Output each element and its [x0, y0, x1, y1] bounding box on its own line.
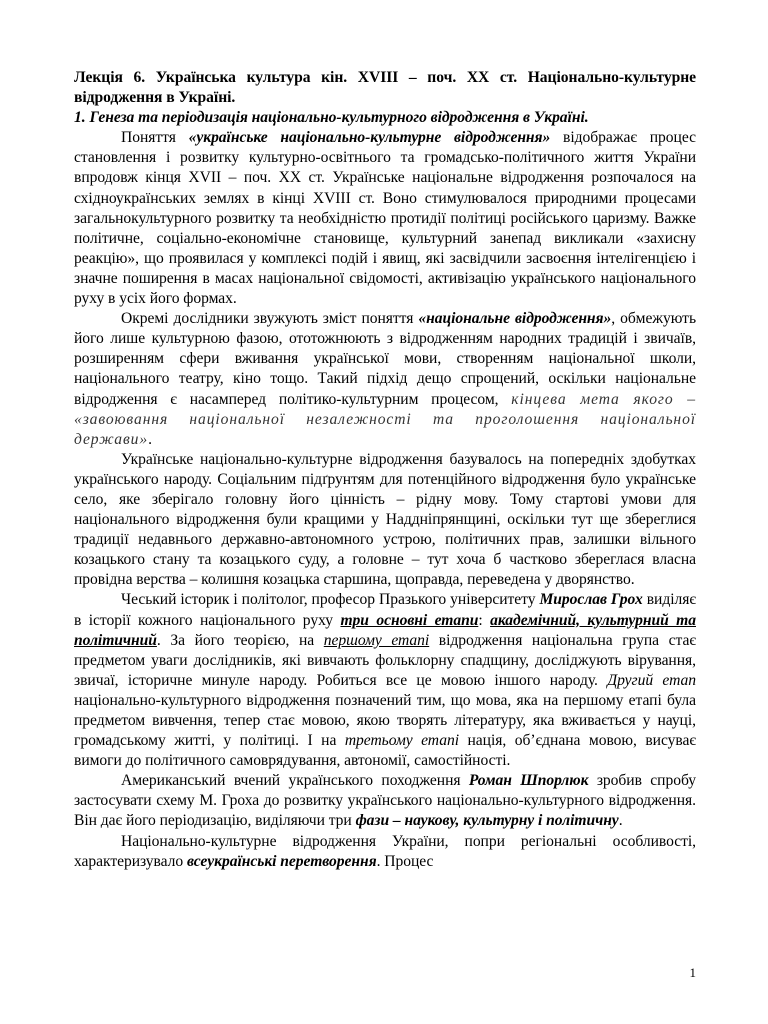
term-three-stages: три основні етапи: [340, 611, 479, 629]
stage-two: Другий етап: [607, 671, 696, 689]
paragraph-definition: Поняття «українське національно-культурне відродження» відображає процес становлення і розвитку культурно-освітнього та громадсько-політичного життя України впродовж кінця XVII – поч. XX ст. Українське національне відродження розпочалося на східноукраїнських землях в кінці XVIII ст. Воно стимулювалося природними процесами загальнокультурного розвитку та необхідністю протидії політиці російського царизму. Важке політичне, соціально-економічне становище, культурний занепад викликали «захисну реакцію», що проявилася у комплексі подій і явищ, які засвідчили засвоєння інтелігенцією і значне поширення в масах національної свідомості, активізацію українського національного руху в усіх його формах.: [74, 129, 696, 308]
term-three-phases: фази – наукову, культурну і політичну: [355, 812, 619, 830]
paragraph-social-basis: Українське національно-культурне відродження базувалось на попередніх здобутках українського народу. Соціальним підґрунтям для потенційного відродження було українське село, яке зберігало головну його цінність – рідну мову. Тому стартові умови для національного відродження були кращими у Наддніпрянщині, оскільки тут ще збереглися традиції недавнього державно-автономного устрою, політичних прав, залишки вільного козацького стану та козацького суду, а головне – тут хоча б частково збереглася власна провідна верства – колишня козацька старшина, щоправда, переведена у дворянство.: [74, 450, 696, 589]
paragraph-narrowed-concept: Окремі дослідники звужують зміст поняття «національне відродження», обмежують його лише культурною фазою, ототожнюють з відродженням народних традицій і звичаїв, розширенням сфери вживання української мови, створенням національної школи, національного театру, кіно тощо. Такий підхід дещо спрощений, оскільки національне відродження є насамперед політико-культурним процесом, кінцева мета якого – «завоювання національної незалежності та проголошення національної держави».: [74, 310, 697, 448]
term-stages-list: академічний, культурний та політичний: [74, 611, 696, 649]
paragraph-hroch-theory: Чеський історик і політолог, професор Празького університету Мирослав Грох виділяє в історії кожного національного руху три основні етапи: академічний, культурний та політичний. За його теорією, на першому етапі відродження національна група стає предметом уваги дослідників, які вивчають фольклорну спадщину, досліджують вірування, звичаї, історичне минуле народу. Робиться все це мовою іншого народу. Другий етап національно-культурного відродження позначений тим, що мова, яка на першому етапі була предметом вивчення, тепер стає мовою, якою творять літературу, яка вживається у науці, громадському житті, у політиці. І на третьому етапі нація, об’єднана мовою, висуває вимоги до політичного самоврядування, автономії, самостійності.: [74, 591, 696, 770]
paragraph-szporluk: Американський вчений українського походження Роман Шпорлюк зробив спробу застосувати схему М. Гроха до розвитку українського національно-культурного відродження. Він дає його періодизацію, виділяючи три фази – наукову, культурну і політичну.: [74, 772, 696, 830]
term-national-revival: «українське національно-культурне відродження»: [188, 129, 551, 147]
lecture-title: Лекція 6. Українська культура кін. XVIII – поч. XX ст. Національно-культурне відродження в Україні.: [74, 69, 696, 107]
quoted-goal: кінцева мета якого – «завоювання національної незалежності та проголошення національної держави»: [74, 390, 697, 448]
term-national-rebirth: «національне відродження»: [418, 310, 612, 328]
person-name-szporluk: Роман Шпорлюк: [468, 772, 589, 790]
document-page: [74, 68, 696, 872]
page-number: 1: [689, 965, 696, 980]
term-all-ukrainian-changes: всеукраїнські перетворення: [187, 852, 377, 870]
stage-three: третьому етапі: [344, 732, 459, 750]
section-heading: 1. Генеза та періодизація національно-культурного відродження в Україні.: [74, 109, 589, 127]
paragraph-all-ukrainian: Національно-культурне відродження України, попри регіональні особливості, характеризувало всеукраїнські перетворення. Процес: [74, 832, 696, 870]
person-name-hroch: Мирослав Грох: [539, 591, 643, 609]
stage-one: першому етапі: [323, 631, 430, 649]
